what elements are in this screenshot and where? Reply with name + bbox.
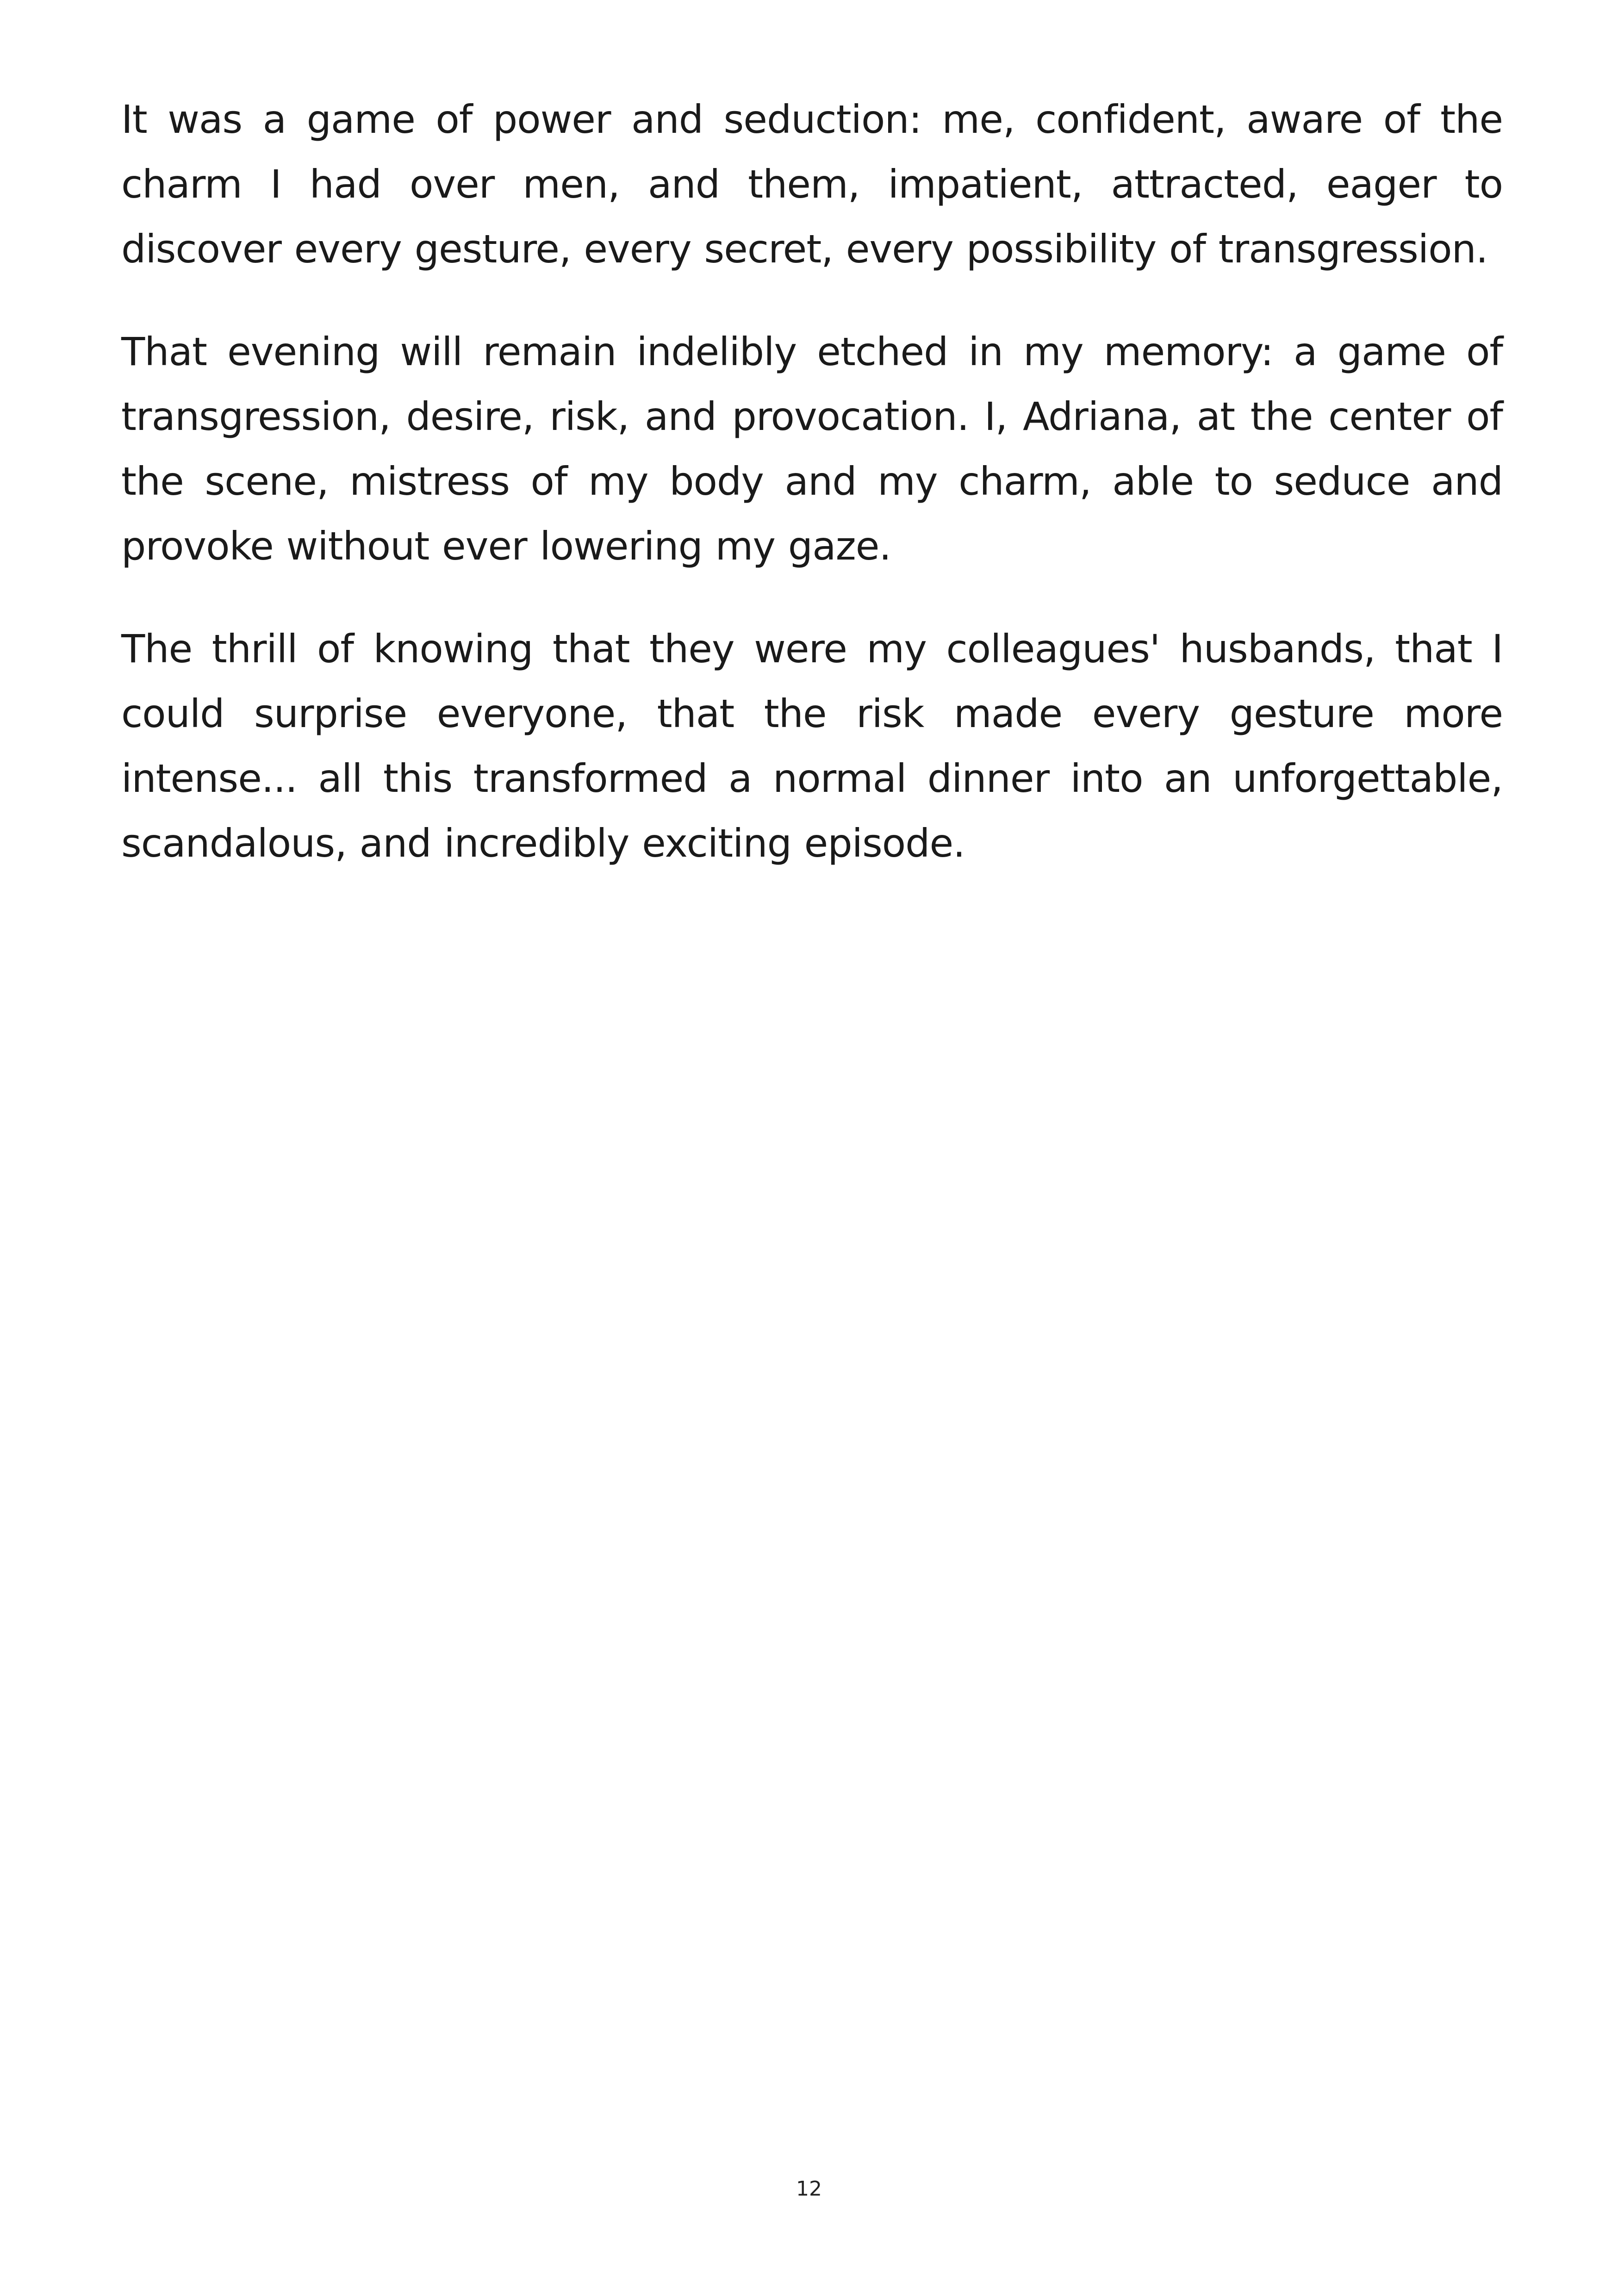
- page-body: [121, 87, 1503, 914]
- paragraph-1: It was a game of power and seduction: me, confident, aware of the charm I had over men, and them, impatient, attracted, eager to discover every gesture, every secret, every possibility of transgression.: [121, 97, 1503, 272]
- page-number: 12: [796, 2177, 822, 2201]
- paragraph-2: That evening will remain indelibly etched in my memory: a game of transgression, desire, risk, and provocation. I, Adriana, at the center of the scene, mistress of my body and my charm, able to seduce and provoke without ever lowering my gaze.: [121, 329, 1503, 569]
- paragraph-3: The thrill of knowing that they were my colleagues' husbands, that I could surprise everyone, that the risk made every gesture more intense... all this transformed a normal dinner into an unforgettable, scandalous, and incredibly exciting episode.: [121, 626, 1503, 866]
